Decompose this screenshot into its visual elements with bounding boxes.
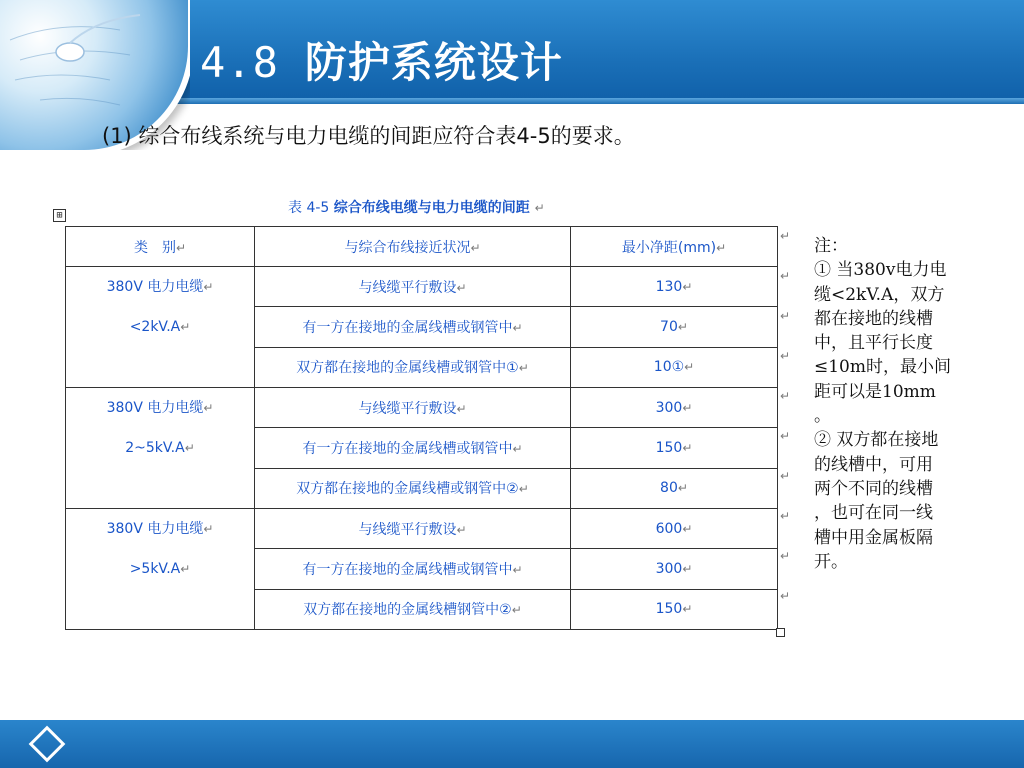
table-resize-handle-icon[interactable] bbox=[776, 628, 785, 637]
category-cell: 380V 电力电缆↵ >5kV.A↵ bbox=[66, 509, 255, 630]
table-header-row bbox=[66, 227, 778, 267]
table-row bbox=[66, 267, 778, 307]
intro-text: (1) 综合布线系统与电力电缆的间距应符合表4-5的要求。 bbox=[102, 124, 635, 148]
table-note bbox=[814, 234, 984, 574]
note-line: 开。 bbox=[814, 551, 848, 572]
note-line: 中，且平行长度 bbox=[814, 333, 933, 354]
condition-cell: 有一方在接地的金属线槽或钢管中↵ bbox=[255, 307, 571, 347]
note-line: 距可以是10mm bbox=[814, 381, 936, 402]
condition-cell: 双方都在接地的金属线槽或钢管中①↵ bbox=[255, 347, 571, 387]
condition-cell: 有一方在接地的金属线槽或钢管中↵ bbox=[255, 428, 571, 468]
distance-cell: 300↵ bbox=[571, 388, 778, 428]
table-row bbox=[66, 388, 778, 428]
distance-cell: 130↵ bbox=[571, 267, 778, 307]
condition-cell: 与线缆平行敷设↵ bbox=[255, 267, 571, 307]
note-line: 的线槽中，可用 bbox=[814, 454, 933, 475]
table-caption bbox=[288, 197, 545, 217]
condition-cell: 有一方在接地的金属线槽或钢管中↵ bbox=[255, 549, 571, 589]
table-row bbox=[66, 509, 778, 549]
row-end-marks bbox=[780, 226, 790, 626]
footer-band bbox=[0, 720, 1024, 768]
note-line: 槽中用金属板隔 bbox=[814, 527, 933, 548]
note-line: 两个不同的线槽 bbox=[814, 478, 933, 499]
distance-cell: 300↵ bbox=[571, 549, 778, 589]
distance-cell: 600↵ bbox=[571, 509, 778, 549]
header-distance: 最小净距(mm)↵ bbox=[571, 227, 778, 267]
note-line: 都在接地的线槽 bbox=[814, 308, 933, 329]
condition-cell: 双方都在接地的金属线槽钢管中②↵ bbox=[255, 589, 571, 629]
note-line: ① 当380v电力电 bbox=[814, 260, 947, 281]
row-end-mark-icon: ↵ bbox=[780, 269, 791, 283]
paragraph-mark-icon: ↵ bbox=[534, 201, 545, 215]
note-line: 缆<2kV.A，双方 bbox=[814, 284, 945, 305]
row-end-mark-icon: ↵ bbox=[780, 549, 791, 563]
condition-cell: 与线缆平行敷设↵ bbox=[255, 388, 571, 428]
page-title bbox=[200, 30, 563, 90]
title-number: 4.8 bbox=[200, 38, 279, 87]
caption-label: 表 4-5 bbox=[288, 200, 334, 216]
caption-title: 综合布线电缆与电力电缆的间距 bbox=[333, 200, 530, 216]
category-cell: 380V 电力电缆↵ 2~5kV.A↵ bbox=[66, 388, 255, 509]
distance-cell: 80↵ bbox=[571, 468, 778, 508]
title-text: 防护系统设计 bbox=[304, 38, 563, 87]
note-line: ，也可在同一线 bbox=[814, 503, 933, 524]
row-end-mark-icon: ↵ bbox=[780, 349, 791, 363]
category-cell: 380V 电力电缆↵ <2kV.A↵ bbox=[66, 267, 255, 388]
row-end-mark-icon: ↵ bbox=[780, 469, 791, 483]
condition-cell: 与线缆平行敷设↵ bbox=[255, 509, 571, 549]
condition-cell: 双方都在接地的金属线槽或钢管中②↵ bbox=[255, 468, 571, 508]
row-end-mark-icon: ↵ bbox=[780, 229, 791, 243]
distance-cell: 150↵ bbox=[571, 428, 778, 468]
row-end-mark-icon: ↵ bbox=[780, 309, 791, 323]
distance-cell: 10①↵ bbox=[571, 347, 778, 387]
distance-cell: 70↵ bbox=[571, 307, 778, 347]
row-end-mark-icon: ↵ bbox=[780, 429, 791, 443]
table-move-handle-icon[interactable]: ⊞ bbox=[53, 209, 66, 222]
note-line: ② 双方都在接地 bbox=[814, 430, 939, 451]
header-category: 类 别↵ bbox=[66, 227, 255, 267]
spacing-table bbox=[65, 226, 778, 630]
row-end-mark-icon: ↵ bbox=[780, 389, 791, 403]
note-heading: 注： bbox=[814, 236, 848, 256]
note-line: 。 bbox=[814, 406, 831, 427]
row-end-mark-icon: ↵ bbox=[780, 589, 791, 603]
header-condition: 与综合布线接近状况↵ bbox=[255, 227, 571, 267]
row-end-mark-icon: ↵ bbox=[780, 509, 791, 523]
note-line: ≤10m时，最小间 bbox=[814, 357, 951, 378]
distance-cell: 150↵ bbox=[571, 589, 778, 629]
